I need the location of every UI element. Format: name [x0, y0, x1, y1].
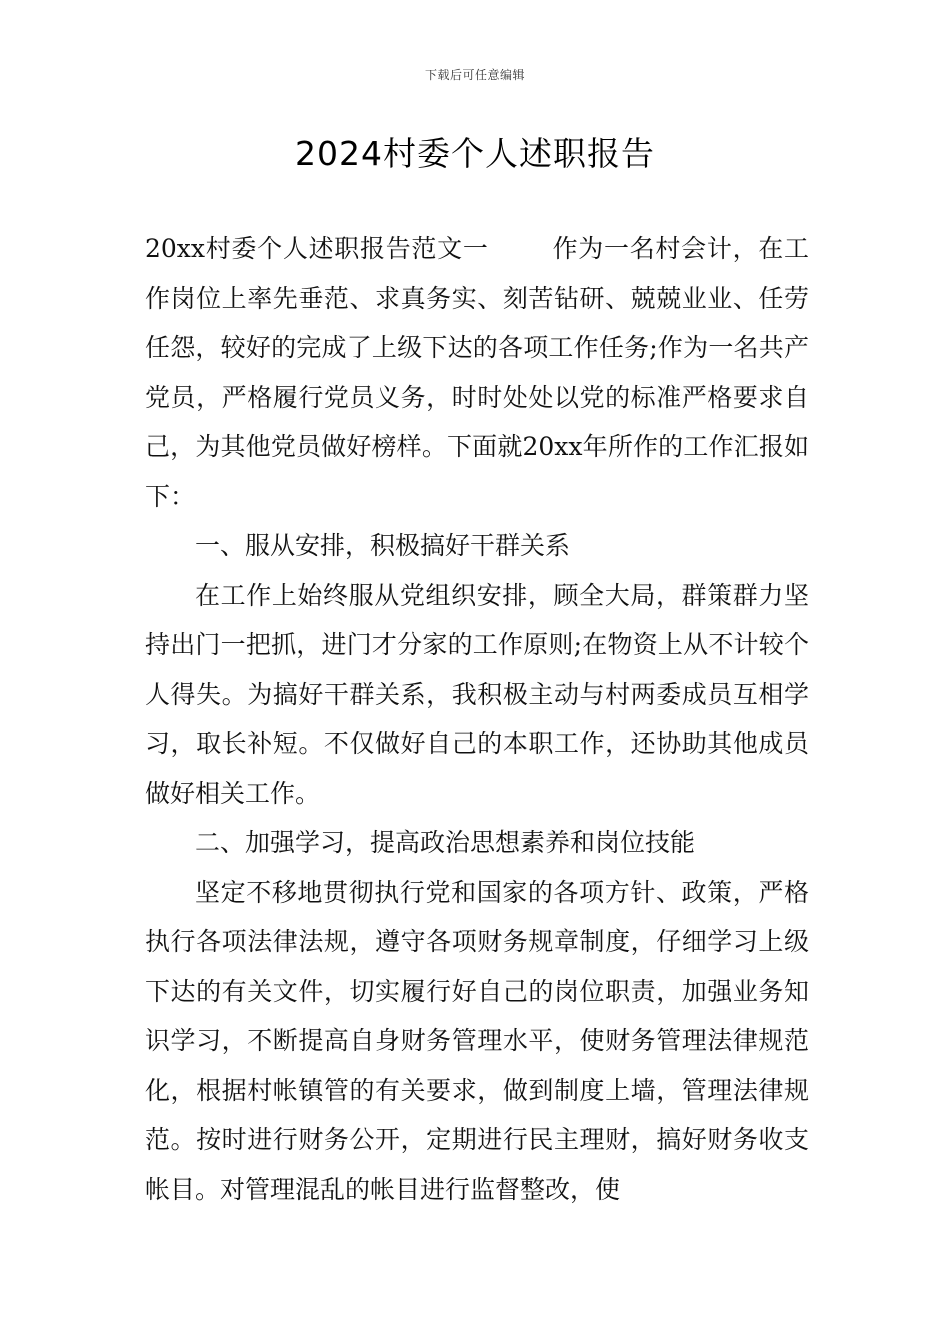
body-paragraph-1: 在工作上始终服从党组织安排，顾全大局，群策群力坚持出门一把抓，进门才分家的工作原则;在物资上从不计较个人得失。为搞好干群关系，我积极主动与村两委成员互相学习，取长补短。不仅做好自己的本职工作，还协助其他成员做好相关工作。 [145, 580, 809, 808]
section-heading-1: 一、服从安排，积极搞好干群关系 [195, 531, 571, 560]
intro-text: 作为一名村会计，在工作岗位上率先垂范、求真务实、刻苦钻研、兢兢业业、任劳任怨，较好的完成了上级下达的各项工作任务;作为一名共产党员，严格履行党员义务，时时处处以党的标准严格要求自己，为其他党员做好榜样。下面就20xx年所作的工作汇报如下： [145, 234, 809, 511]
document-title: 2024村委个人述职报告 [295, 134, 655, 173]
section-heading-2: 二、加强学习，提高政治思想素养和岗位技能 [195, 828, 696, 857]
intro-paragraph [145, 224, 809, 521]
body-paragraph-2: 坚定不移地贯彻执行党和国家的各项方针、政策，严格执行各项法律法规，遵守各项财务规章制度，仔细学习上级下达的有关文件，切实履行好自己的岗位职责，加强业务知识学习，不断提高自身财务管理水平，使财务管理法律规范化，根据村帐镇管的有关要求，做到制度上墙，管理法律规范。按时进行财务公开，定期进行民主理财，搞好财务收支帐目。对管理混乱的帐目进行监督整改，使 [145, 877, 809, 1204]
document-body [145, 224, 809, 1214]
header-note: 下载后可任意编辑 [424, 68, 525, 82]
intro-heading: 20xx村委个人述职报告范文一 [145, 234, 489, 263]
